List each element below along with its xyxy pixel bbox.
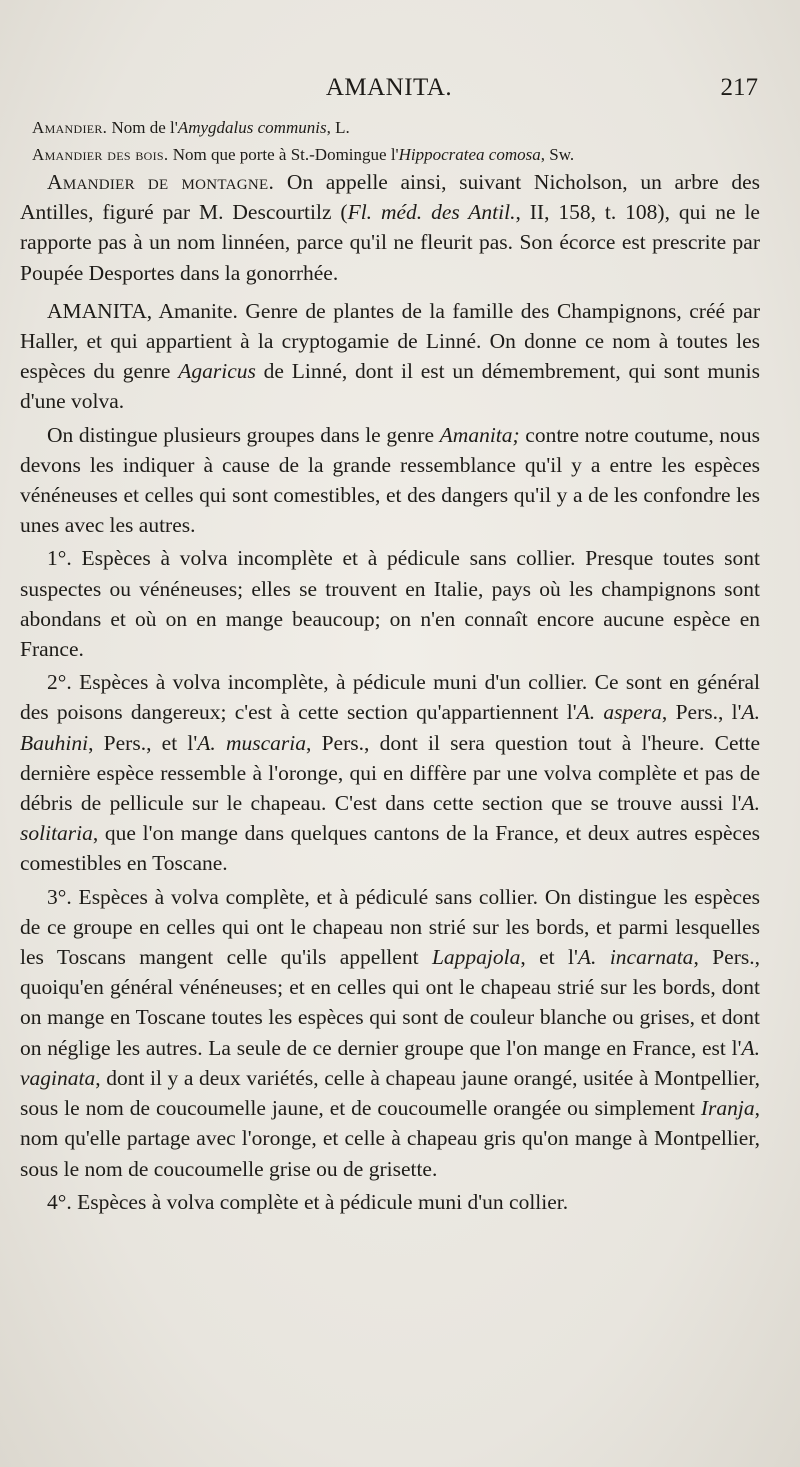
paragraph-text: , II, 158, t. 108), qui ne le rapporte pas à un nom linnéen, parce qu'il ne fleurit pas. Son écorce est prescrite par Poupée Desportes dans la gonorrhée. — [20, 200, 760, 285]
paragraph-text: , Pers., et l' — [88, 730, 198, 755]
paragraph-group-4 — [20, 1187, 760, 1217]
entry-text: Nom de l' — [107, 118, 178, 137]
paragraph-text: , Amanite. Genre de plantes de la famille des Champignons, créé par Haller, et qui appartient à la cryptogamie de Linné. On donne ce nom à toutes les espèces du genre — [20, 298, 760, 384]
running-title: AMANITA. — [325, 74, 453, 101]
paragraph-text: , dont il y a deux variétés, celle à chapeau jaune orangé, usitée à Montpellier, sous le nom de coucoumelle jaune, et de coucoumelle orangée ou simplement — [20, 1065, 760, 1121]
paragraph-group-3 — [20, 882, 760, 1184]
paragraph-text: On appelle ainsi, suivant Nicholson, un arbre des Antilles, figuré par M. Descourtilz ( — [20, 170, 760, 225]
paragraph-text: , Pers., quoiqu'en général vénéneuses; et en celles qui ont le chapeau strié sur les bords, dont on mange en Toscane toutes les espèces qui sont de couleur blanche ou grises, et dont on néglige les autres. La seule de ce dernier groupe que l'on mange en France, est l' — [20, 945, 760, 1060]
entry-term: AMANITA — [47, 298, 147, 323]
paragraph-text: , Pers., dont il sera question tout à l'heure. Cette dernière espèce ressemble à l'oronge, qui en diffère par une volva complète et pas de débris de pellicule sur le chapeau. C'est dans cette section que se trouve aussi l' — [20, 730, 761, 816]
paragraph-group-1 — [20, 543, 760, 664]
italic-text: A. Bauhini — [20, 700, 760, 755]
entry-term: Amandier des bois. — [32, 145, 169, 164]
paragraph-text: , nom qu'elle partage avec l'oronge, et celle à chapeau gris qu'on mange à Montpellier, sous le nom de coucoumelle grise ou de grisette. — [20, 1096, 760, 1181]
paragraph-groups-intro — [20, 420, 760, 541]
paragraph-text: , et l' — [520, 945, 578, 970]
italic-text: Amanita; — [439, 422, 520, 447]
small-entries — [32, 114, 770, 168]
italic-text: Lappajola — [431, 945, 521, 970]
paragraph-text: 3°. Espèces à volva complète, et à pédiculé sans collier. On distingue les espèces de ce groupe en celles qui ont le chapeau non strié sur les bords, et parmi lesquelles les Toscans mangent celle qu'ils appellent — [20, 884, 760, 970]
paragraph-text: , que l'on mange dans quelques cantons de la France, et deux autres espèces comestibles en Toscane. — [20, 821, 760, 876]
paragraph-group-2 — [20, 667, 760, 878]
entry-amandier-de-montagne — [20, 167, 760, 288]
italic-text: A. solitaria — [20, 791, 760, 846]
italic-text: A. incarnata — [577, 945, 694, 970]
italic-text: A. vaginata — [20, 1035, 760, 1090]
entry-amandier-des-bois — [32, 141, 770, 168]
entry-amanita — [20, 296, 760, 417]
paragraph-text: contre notre coutume, nous devons les indiquer à cause de la grande ressemblance qu'il y a entre les espèces vénéneuses et celles qui sont comestibles, et des dangers qu'il y a de les confondre les unes avec les autres. — [20, 422, 760, 538]
paragraph-text: , Pers., l' — [661, 700, 742, 725]
entry-italic: Hippocratea comosa — [398, 145, 541, 164]
paragraph-text: On distingue plusieurs groupes dans le genre — [47, 422, 440, 447]
page-number: 217 — [720, 74, 758, 101]
paragraph-text: 1°. Espèces à volva incomplète et à pédicule sans collier. Presque toutes sont suspectes ou vénéneuses; elles se trouvent en Italie, pays où les champignons sont abondans et où on en mange beaucoup; on n'en connaît encore aucune espèce en France. — [20, 546, 760, 662]
page-header — [20, 74, 758, 104]
italic-text: Fl. méd. des Antil. — [347, 200, 516, 225]
paragraph-text: de Linné, dont il est un démembrement, qui sont munis d'une volva. — [20, 359, 760, 414]
italic-text: Agaricus — [178, 359, 256, 384]
italic-text: A. muscaria — [197, 730, 306, 755]
entry-term: Amandier de montagne. — [47, 170, 275, 194]
entry-term: Amandier. — [32, 118, 108, 137]
entry-text: , Sw. — [540, 145, 575, 164]
entry-text: Nom que porte à St.-Domingue l' — [168, 145, 399, 164]
italic-text: A. aspera — [576, 700, 662, 725]
entry-text: , L. — [326, 118, 350, 137]
main-text — [20, 167, 760, 1220]
paragraph-text: 4°. Espèces à volva complète et à pédicule muni d'un collier. — [47, 1189, 569, 1214]
entry-amandier — [32, 114, 770, 141]
italic-text: Iranja — [700, 1096, 755, 1121]
entry-italic: Amygdalus communis — [177, 118, 327, 137]
paragraph-text: 2°. Espèces à volva incomplète, à pédicule muni d'un collier. Ce sont en général des poisons dangereux; c'est à cette section qu'appartiennent l' — [20, 670, 760, 725]
